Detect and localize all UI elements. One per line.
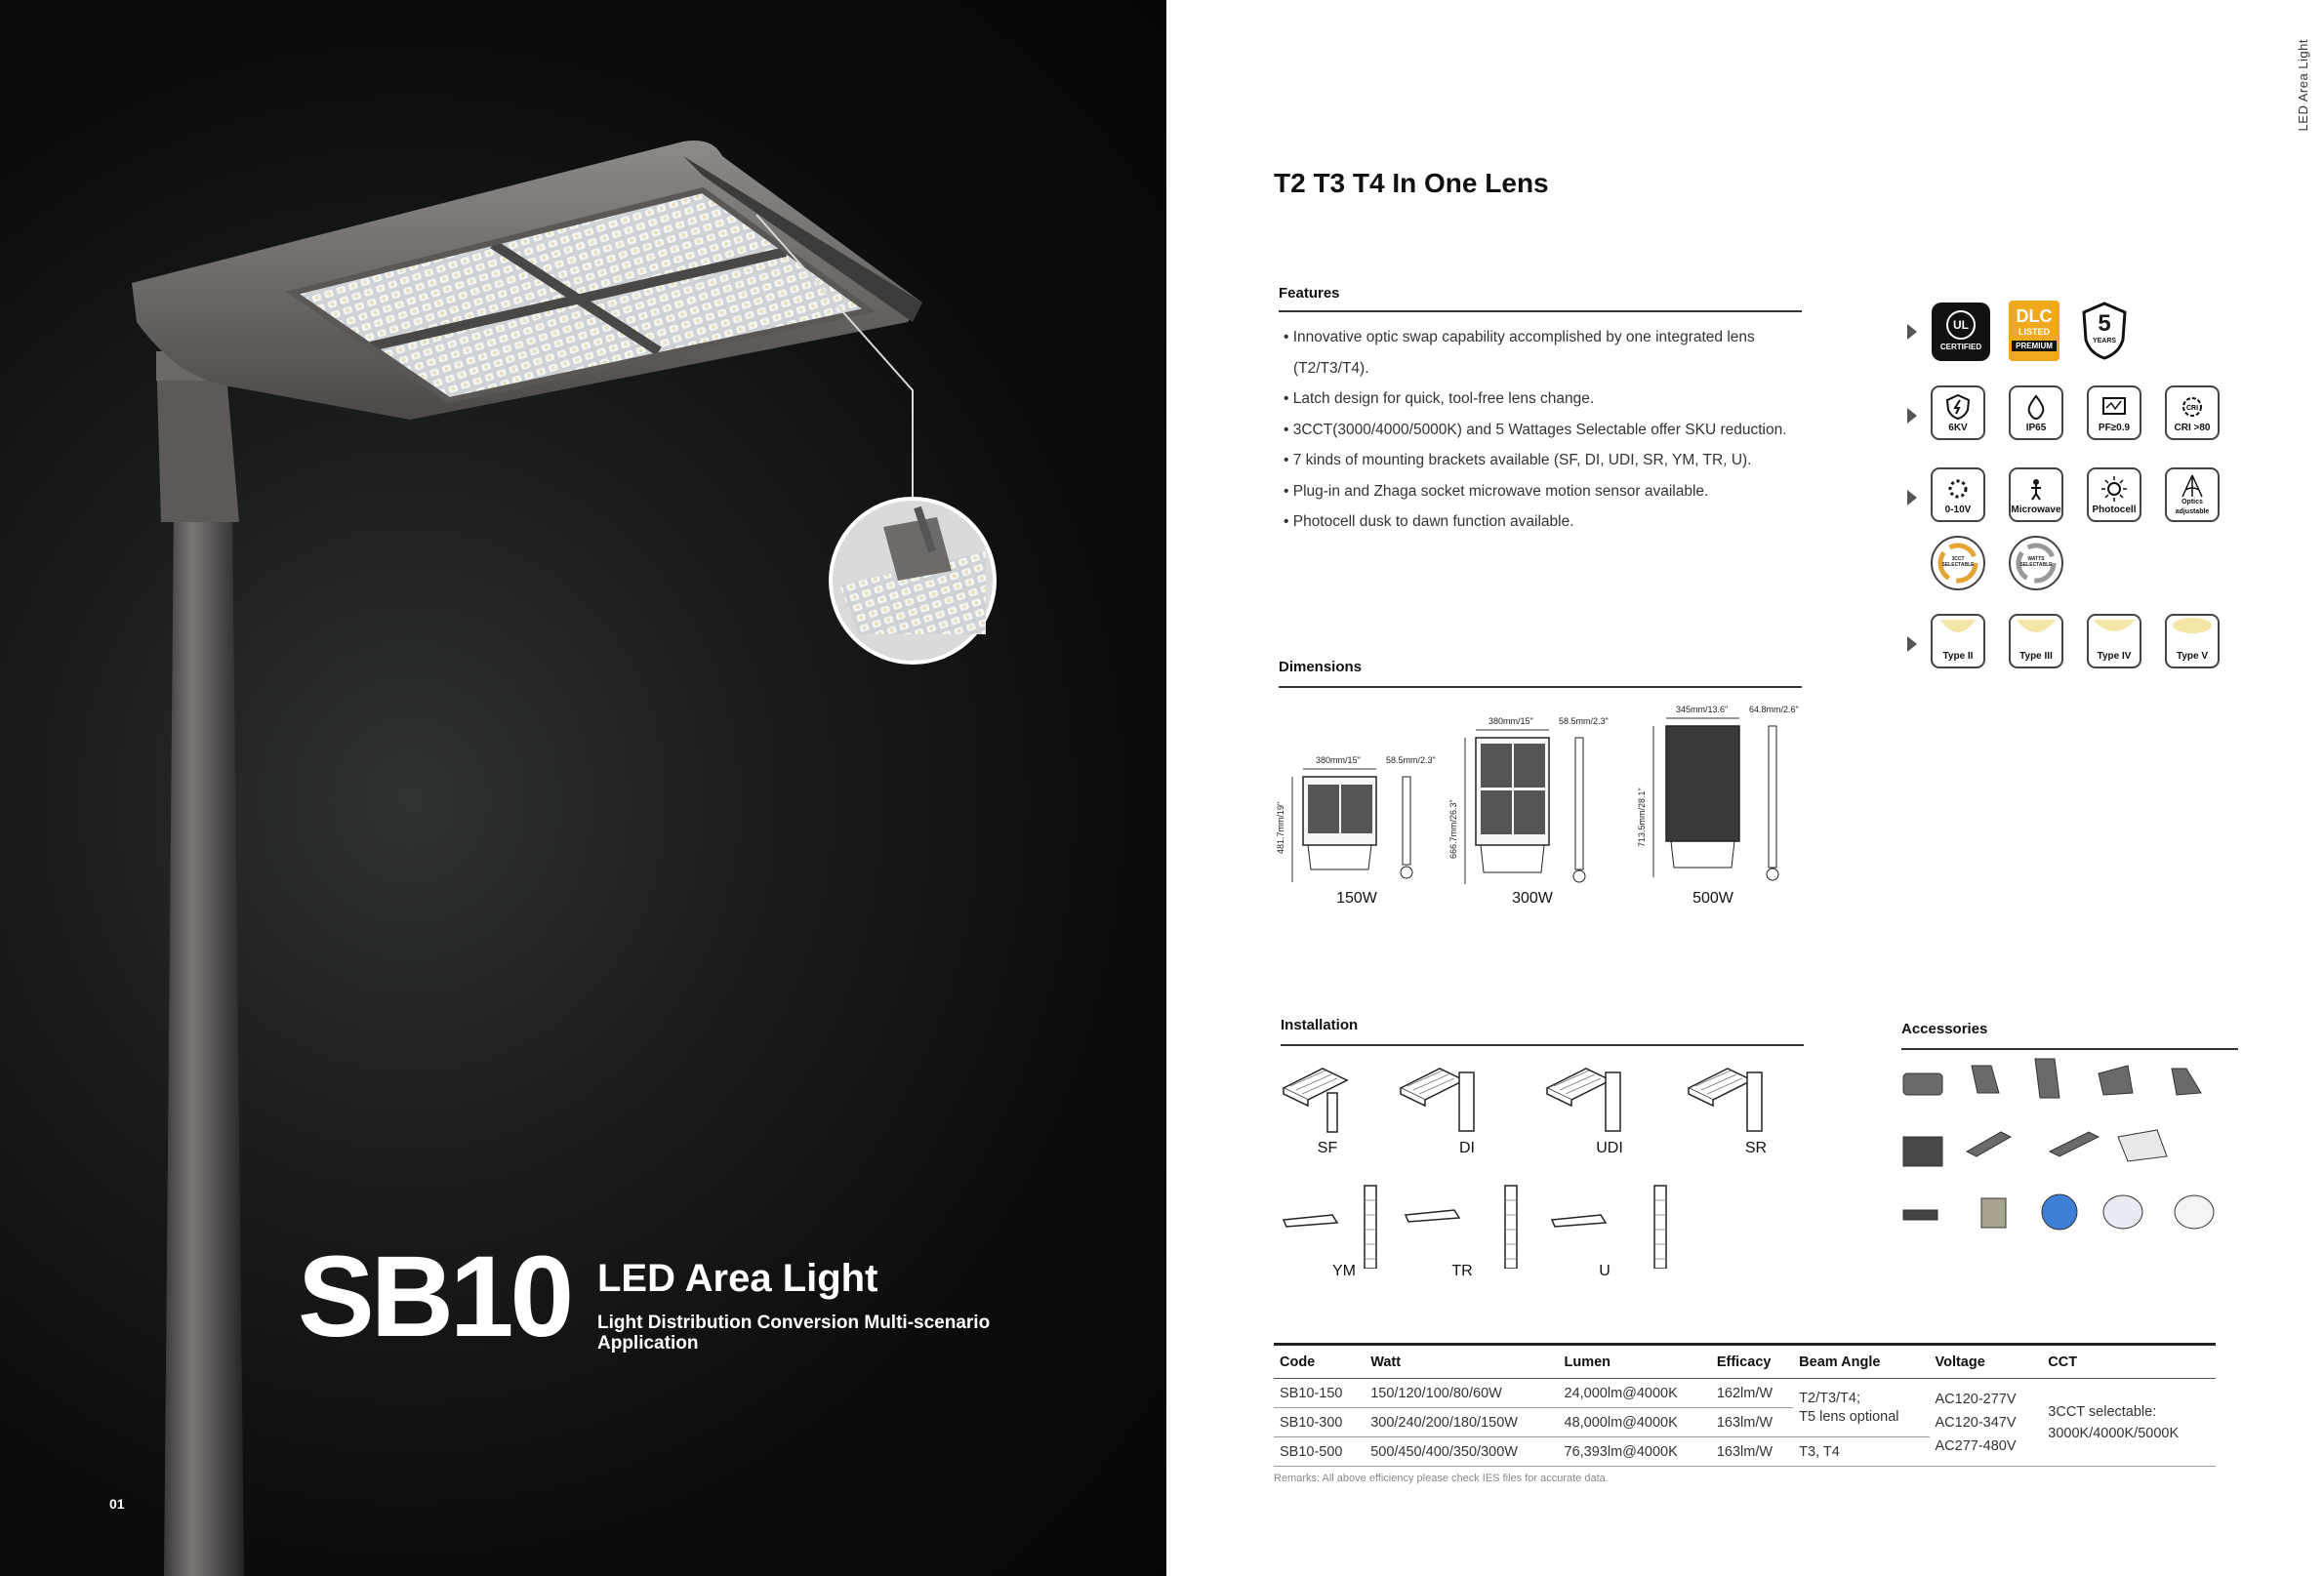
dlc-label: DLC: [2016, 306, 2053, 326]
luminaire-300w-outline: [1451, 728, 1622, 904]
svg-text:CRI: CRI: [2185, 405, 2199, 412]
spec-header-watt: Watt: [1365, 1345, 1558, 1379]
type-v-distribution-icon: [2165, 614, 2220, 668]
optics-adjustable-icon: [2165, 467, 2220, 522]
cell-lumen: 24,000lm@4000K: [1559, 1379, 1711, 1408]
ul-certified-label: CERTIFIED: [1939, 343, 1982, 351]
microwave-label: Microwave: [2011, 505, 2061, 515]
page-number: 01: [109, 1496, 125, 1512]
accessories-images: [1894, 1054, 2245, 1249]
power-factor-icon: [2087, 385, 2141, 440]
dim-height-label: 481.7mm/19": [1276, 801, 1285, 854]
play-arrow-icon: [1907, 408, 1917, 424]
dim-height-label: 666.7mm/26.3": [1448, 799, 1458, 859]
microwave-sensor-icon: [2009, 467, 2063, 522]
3cct-selectable-icon: [1931, 536, 1985, 590]
cell-lumen: 76,393lm@4000K: [1559, 1437, 1711, 1467]
type-iv-distribution-icon: [2087, 614, 2141, 668]
play-arrow-icon: [1907, 324, 1917, 340]
install-label-di: DI: [1459, 1140, 1475, 1156]
installation-drawings: [1279, 1059, 1825, 1269]
dimension-drawing-500w: [1632, 701, 1817, 922]
cell-code: SB10-300: [1274, 1408, 1365, 1437]
install-label-ym: YM: [1332, 1263, 1356, 1279]
install-label-tr: TR: [1451, 1263, 1473, 1279]
side-label: LED Area Light: [2296, 39, 2310, 132]
spec-header-lumen: Lumen: [1559, 1345, 1711, 1379]
type-iii-label: Type III: [2019, 651, 2053, 662]
type-iii-distribution-icon: [2009, 614, 2063, 668]
ip65-icon: [2009, 385, 2063, 440]
type-ii-distribution-icon: [1931, 614, 1985, 668]
dim-width-label: 380mm/15": [1488, 716, 1533, 726]
optics-label: Optics adjustable: [2175, 499, 2210, 515]
dlc-listed-label: LISTED: [2018, 327, 2050, 337]
voltage-value: AC120-277V: [1935, 1391, 2017, 1407]
photocell-label: Photocell: [2092, 505, 2137, 515]
dim-depth-label: 58.5mm/2.3": [1559, 716, 1609, 726]
cell-lumen: 48,000lm@4000K: [1559, 1408, 1711, 1437]
voltage-value: AC120-347V: [1935, 1414, 2017, 1431]
product-subtitle: Light Distribution Conversion Multi-scenario Application: [597, 1313, 991, 1354]
luminaire-150w-outline: [1279, 767, 1449, 904]
surge-label: 6KV: [1948, 423, 1968, 433]
feature-item: • Latch design for quick, tool-free lens change.: [1284, 390, 1595, 407]
install-label-sf: SF: [1317, 1140, 1338, 1156]
installation-rule: [1281, 1044, 1804, 1046]
spec-table: [1274, 1345, 2216, 1467]
cell-watt: 150/120/100/80/60W: [1365, 1379, 1558, 1408]
features-heading: Features: [1279, 285, 1340, 302]
features-list: [1276, 322, 1803, 538]
luminaire-500w-outline: [1632, 716, 1817, 902]
cell-efficacy: 163lm/W: [1711, 1408, 1793, 1437]
watts-selectable-icon: [2009, 536, 2063, 590]
feature-item: • Innovative optic swap capability accomplished by one integrated lens (T2/T3/T4).: [1284, 329, 1755, 377]
cell-cct: 3CCT selectable: 3000K/4000K/5000K: [2042, 1379, 2216, 1467]
install-label-u: U: [1599, 1263, 1610, 1279]
table-row: [1274, 1379, 2216, 1408]
3cct-label: 3CCT SELECTABLE: [1941, 556, 1975, 568]
spec-header-code: Code: [1274, 1345, 1365, 1379]
feature-item: • Plug-in and Zhaga socket microwave motion sensor available.: [1284, 482, 1709, 500]
cell-beam-angle: T2/T3/T4; T5 lens optional: [1793, 1379, 1929, 1437]
cell-beam-angle: T3, T4: [1793, 1437, 1929, 1467]
feature-item: • 3CCT(3000/4000/5000K) and 5 Wattages Selectable offer SKU reduction.: [1284, 421, 1787, 438]
type-iv-label: Type IV: [2097, 651, 2132, 662]
feature-item: • Photocell dusk to dawn function available.: [1284, 513, 1574, 530]
feature-item: • 7 kinds of mounting brackets available (SF, DI, UDI, SR, YM, TR, U).: [1284, 452, 1752, 468]
dimension-caption-500w: 500W: [1692, 890, 1733, 907]
cell-code: SB10-150: [1274, 1379, 1365, 1408]
voltage-value: AC277-480V: [1935, 1437, 2017, 1454]
cell-watt: 300/240/200/180/150W: [1365, 1408, 1558, 1437]
cell-code: SB10-500: [1274, 1437, 1365, 1467]
cell-efficacy: 162lm/W: [1711, 1379, 1793, 1408]
play-arrow-icon: [1907, 636, 1917, 652]
warranty-years-label: YEARS: [2092, 338, 2117, 344]
dlc-premium-label: PREMIUM: [2012, 341, 2057, 351]
dim-width-label: 380mm/15": [1316, 755, 1361, 765]
accessories-rule: [1901, 1048, 2238, 1050]
dimensions-heading: Dimensions: [1279, 659, 1363, 675]
photocell-icon: [2087, 467, 2141, 522]
dim-depth-label: 58.5mm/2.3": [1386, 755, 1436, 765]
page-headline: T2 T3 T4 In One Lens: [1274, 168, 1549, 198]
cri-label: CRI >80: [2174, 423, 2211, 433]
dim-width-label: 345mm/13.6": [1676, 705, 1729, 714]
product-name: LED Area Light: [597, 1257, 878, 1300]
dimension-caption-150w: 150W: [1336, 890, 1377, 907]
table-remark: Remarks: All above efficiency please check IES files for accurate data.: [1274, 1473, 1609, 1484]
spec-header-voltage: Voltage: [1930, 1345, 2043, 1379]
play-arrow-icon: [1907, 490, 1917, 505]
spec-table-header-row: [1274, 1345, 2216, 1379]
dimming-0-10v-icon: [1931, 467, 1985, 522]
features-rule: [1279, 310, 1802, 312]
ip65-label: IP65: [2025, 423, 2047, 433]
dimension-caption-300w: 300W: [1512, 890, 1553, 907]
warranty-years-number: 5: [2098, 310, 2111, 337]
dimensions-rule: [1279, 686, 1802, 688]
power-factor-label: PF≥0.9: [2098, 423, 2131, 433]
spec-header-cct: CCT: [2042, 1345, 2216, 1379]
dlc-premium-icon: [2009, 301, 2059, 361]
installation-heading: Installation: [1281, 1017, 1359, 1033]
cell-watt: 500/450/400/350/300W: [1365, 1437, 1558, 1467]
cri-icon: [2165, 385, 2220, 440]
cell-voltage: [1930, 1379, 2043, 1467]
cell-efficacy: 163lm/W: [1711, 1437, 1793, 1467]
dim-height-label: 713.5mm/28.1": [1637, 788, 1647, 847]
accessories-heading: Accessories: [1901, 1021, 1988, 1037]
dim-depth-label: 64.8mm/2.6": [1749, 705, 1799, 714]
ul-certified-icon: UL CERTIFIED: [1932, 303, 1990, 361]
warranty-icon: [2080, 301, 2129, 361]
surge-6kv-icon: [1931, 385, 1985, 440]
dimming-label: 0-10V: [1944, 505, 1972, 515]
type-ii-label: Type II: [1942, 651, 1974, 662]
type-v-label: Type V: [2176, 651, 2209, 662]
watts-label: WATTS SELECTABLE: [2019, 556, 2053, 568]
install-label-udi: UDI: [1596, 1140, 1623, 1156]
model-title: SB10: [298, 1233, 571, 1361]
spec-header-beam-angle: Beam Angle: [1793, 1345, 1929, 1379]
spec-header-efficacy: Efficacy: [1711, 1345, 1793, 1379]
install-label-sr: SR: [1744, 1140, 1768, 1156]
